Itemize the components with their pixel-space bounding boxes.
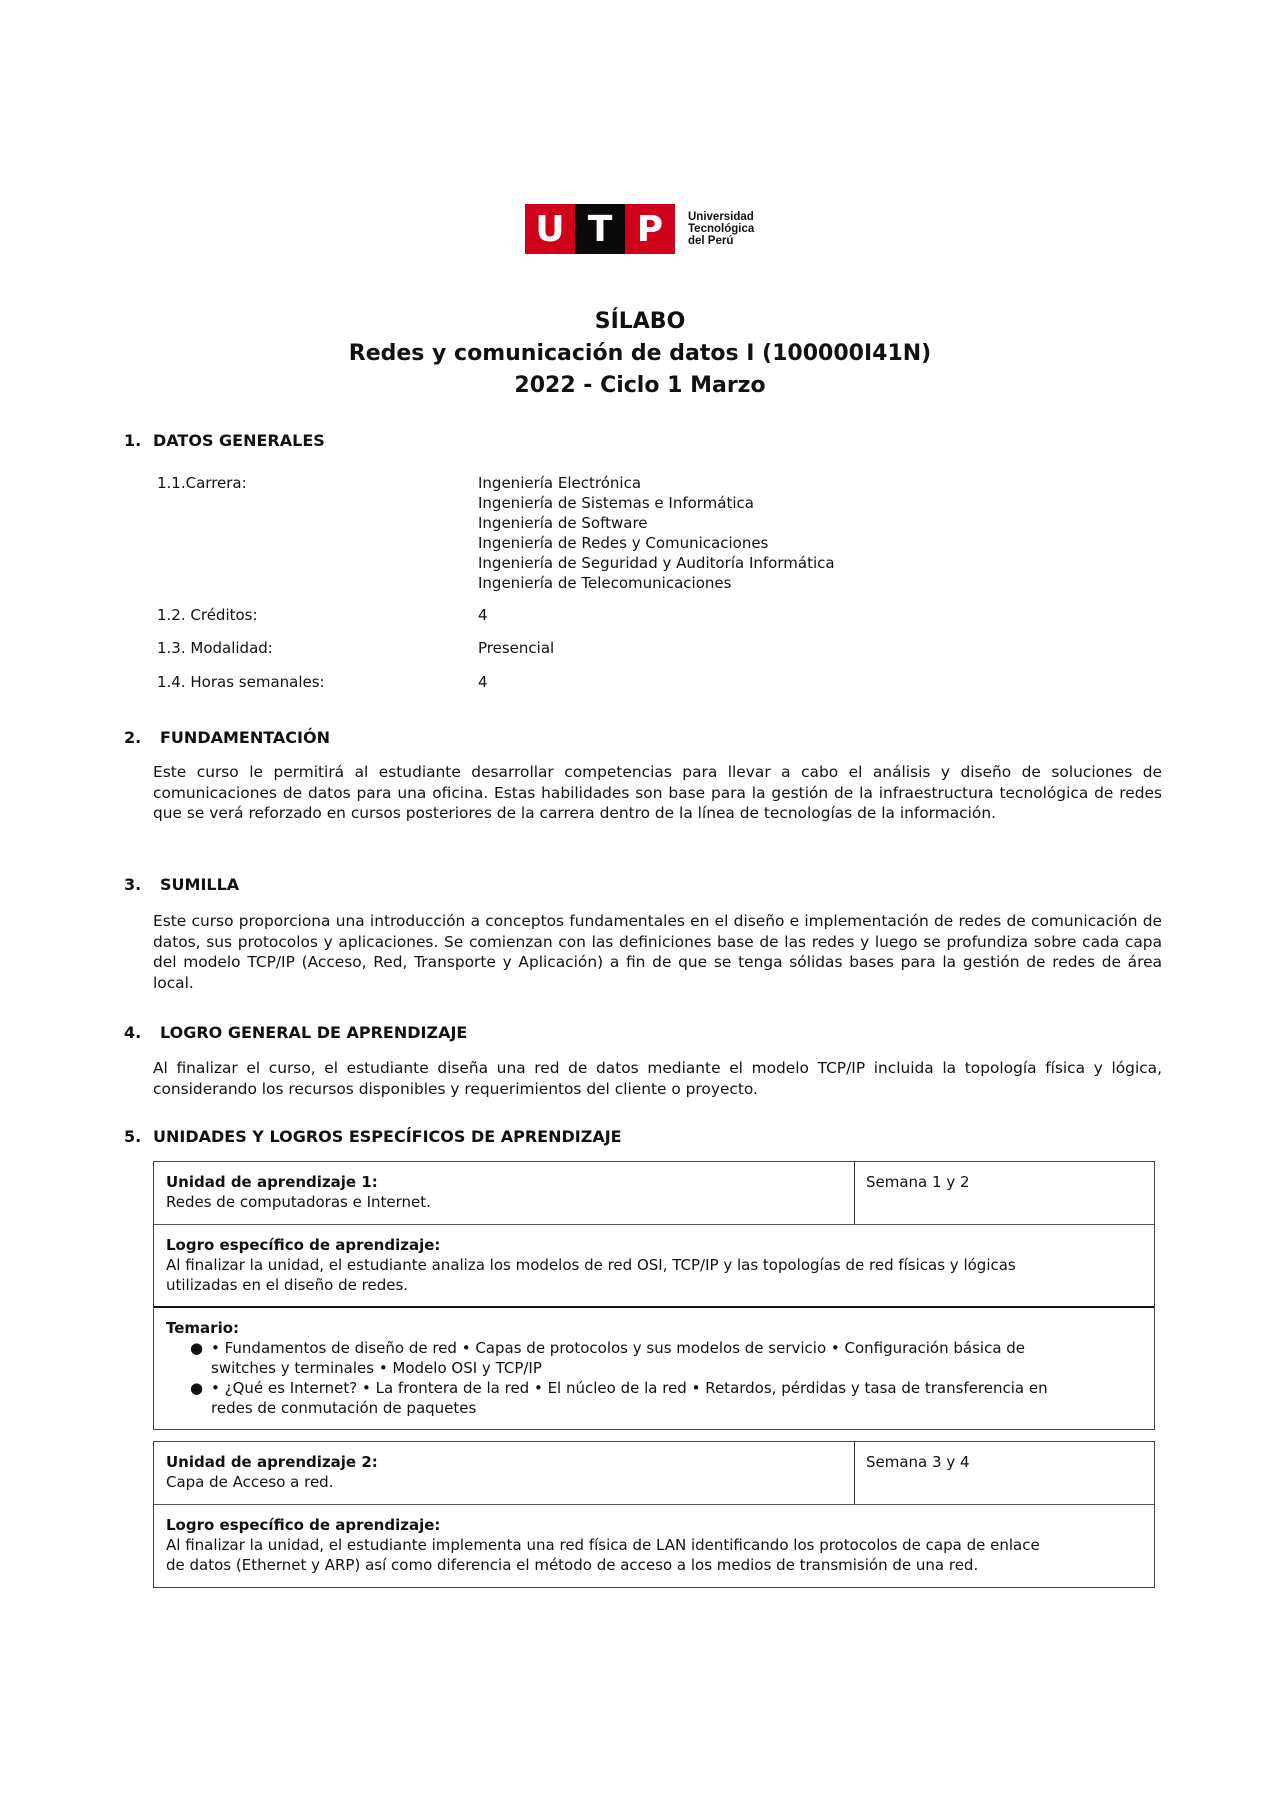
- section-title-sumilla: SUMILLA: [160, 875, 240, 894]
- section-title-logro-general: LOGRO GENERAL DE APRENDIZAJE: [160, 1023, 468, 1042]
- section-number: 5.: [124, 1127, 142, 1146]
- field-label-carrera: 1.1.Carrera:: [157, 474, 247, 492]
- carrera-item: Ingeniería de Seguridad y Auditoría Informática: [478, 554, 835, 572]
- temario-line: redes de conmutación de paquetes: [211, 1399, 477, 1417]
- unit-1-temario-block: [166, 1318, 1142, 1418]
- unit-heading: Unidad de aprendizaje 2:: [166, 1453, 378, 1471]
- fundamentacion-text: Este curso le permitirá al estudiante desarrollar competencias para llevar a cabo el análisis y diseño de soluciones de comunicaciones de datos para una oficina. Estas habilidades son base para la gestión de la infraestructura tecnológica de redes que se verá reforzado en cursos posteriores de la carrera dentro de la línea de tecnologías de la información.: [153, 763, 1162, 822]
- carrera-item: Ingeniería de Sistemas e Informática: [478, 494, 754, 512]
- logro-line: utilizadas en el diseño de redes.: [166, 1276, 409, 1294]
- logro-line: Al finalizar la unidad, el estudiante implementa una red física de LAN identificando los protocolos de capa de enlace: [166, 1536, 1040, 1554]
- field-label-modalidad: 1.3. Modalidad:: [157, 639, 273, 657]
- unit-1-temario-row: [154, 1308, 1154, 1426]
- field-value-carrera: [478, 473, 835, 593]
- temario-line: • Fundamentos de diseño de red • Capas de protocolos y sus modelos de servicio • Configuración básica de: [211, 1339, 1026, 1357]
- field-label-horas: 1.4. Horas semanales:: [157, 673, 325, 691]
- unit-name: Redes de computadoras e Internet.: [166, 1193, 431, 1211]
- logo-wordmark: [688, 211, 754, 247]
- section-number: 4.: [124, 1023, 142, 1042]
- unit-1-logro-row: [154, 1225, 1154, 1308]
- unit-2-logro-block: [166, 1515, 1142, 1575]
- logro-line: Al finalizar la unidad, el estudiante analiza los modelos de red OSI, TCP/IP y las topologías de red físicas y lógicas: [166, 1256, 1016, 1274]
- bullet-icon: ●: [190, 1379, 204, 1397]
- temario-heading: Temario:: [166, 1319, 240, 1337]
- field-value-modalidad: Presencial: [478, 639, 555, 657]
- course-title: Redes y comunicación de datos I (100000I41N): [348, 341, 932, 366]
- unit-2-logro-row: [154, 1505, 1154, 1585]
- unit-2-header-row: [154, 1442, 1154, 1505]
- unit-name: Capa de Acceso a red.: [166, 1473, 334, 1491]
- unit-heading: Unidad de aprendizaje 1:: [166, 1173, 378, 1191]
- logro-line: de datos (Ethernet y ARP) así como diferencia el método de acceso a los medios de transmisión de una red.: [166, 1556, 979, 1574]
- temario-line: switches y terminales • Modelo OSI y TCP/IP: [211, 1359, 542, 1377]
- section-number: 2.: [124, 728, 142, 747]
- course-period: 2022 - Ciclo 1 Marzo: [514, 373, 766, 398]
- logo-text-line: Tecnológica: [688, 223, 755, 235]
- logro-heading: Logro específico de aprendizaje:: [166, 1236, 441, 1254]
- sumilla-text: Este curso proporciona una introducción a conceptos fundamentales en el diseño e implementación de redes de comunicación de datos, sus protocolos y aplicaciones. Se comienzan con las definiciones base de las redes y luego se profundiza sobre cada capa del modelo TCP/IP (Acceso, Red, Transporte y Aplicación) a fin de que se tenga sólidas bases para la gestión de redes de área local.: [153, 912, 1162, 992]
- field-label-creditos: 1.2. Créditos:: [157, 606, 258, 624]
- unit-2-table: [153, 1441, 1155, 1588]
- logo-text-line: del Perú: [688, 235, 734, 247]
- field-value-horas: 4: [478, 673, 488, 691]
- section-number: 1.: [124, 431, 142, 450]
- logro-heading: Logro específico de aprendizaje:: [166, 1516, 441, 1534]
- logro-general-text: Al finalizar el curso, el estudiante diseña una red de datos mediante el modelo TCP/IP incluida la topología física y lógica, considerando los recursos disponibles y requerimientos del cliente o proyecto.: [153, 1059, 1162, 1098]
- carrera-item: Ingeniería de Telecomunicaciones: [478, 574, 732, 592]
- carrera-item: Ingeniería de Software: [478, 514, 648, 532]
- temario-item: [166, 1378, 1142, 1418]
- carrera-item: Ingeniería Electrónica: [478, 474, 642, 492]
- temario-line: • ¿Qué es Internet? • La frontera de la red • El núcleo de la red • Retardos, pérdidas y tasa de transferencia en: [211, 1379, 1048, 1397]
- unit-2-name-cell: [154, 1442, 855, 1504]
- unit-weeks: Semana 3 y 4: [866, 1453, 970, 1471]
- unit-1-header-row: [154, 1162, 1154, 1225]
- logo-letter-u: U: [525, 204, 575, 254]
- temario-list: [166, 1338, 1142, 1418]
- unit-1-name-cell: [154, 1162, 855, 1224]
- carrera-item: Ingeniería de Redes y Comunicaciones: [478, 534, 769, 552]
- unit-1-name-block: [166, 1172, 842, 1212]
- unit-weeks: Semana 1 y 2: [866, 1173, 970, 1191]
- section-title-unidades: UNIDADES Y LOGROS ESPECÍFICOS DE APRENDIZAJE: [153, 1127, 622, 1146]
- logo-text-line: Universidad: [688, 211, 754, 223]
- temario-item: [166, 1338, 1142, 1378]
- logo-letter-p: P: [625, 204, 675, 254]
- document-title: SÍLABO: [594, 309, 686, 334]
- unit-1-table: [153, 1161, 1155, 1430]
- section-title-datos-generales: DATOS GENERALES: [153, 431, 325, 450]
- logo-letter-t: T: [575, 204, 625, 254]
- section-number: 3.: [124, 875, 142, 894]
- bullet-icon: ●: [190, 1339, 204, 1357]
- section-title-fundamentacion: FUNDAMENTACIÓN: [160, 728, 330, 747]
- unit-1-logro-block: [166, 1235, 1142, 1295]
- utp-logo: [525, 204, 675, 254]
- unit-2-name-block: [166, 1452, 842, 1492]
- field-value-creditos: 4: [478, 606, 488, 624]
